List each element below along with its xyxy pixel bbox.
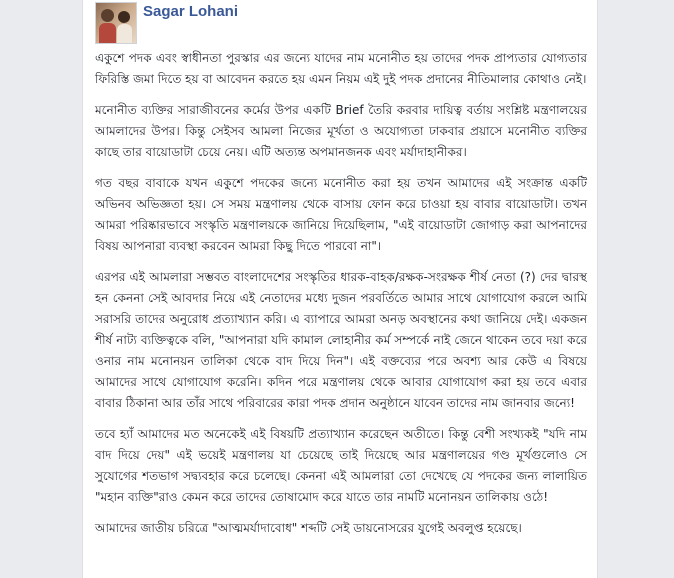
avatar[interactable]: [95, 2, 137, 44]
post-paragraph: মনোনীত ব্যক্তির সারাজীবনের কর্মের উপর একটি Brief তৈরি করবার দায়িত্ব বর্তায় সংশ্লিষ্ট মন্ত্রণালয়ের আমলাদের উপর। কিন্তু সেইসব আমলা নিজের মূর্খতা ও অযোগ্যতা ঢাকবার প্রয়াসে মনোনীত ব্যক্তির কাছে তার বায়োডাটা চেয়ে নেয়। এটি অত্যন্ত অপমানজনক এবং মর্যাদাহানীকর।: [95, 103, 587, 159]
facebook-post: [82, 0, 598, 578]
post-header: [83, 0, 597, 44]
post-paragraph: আমাদের জাতীয় চরিত্রে "আত্মমর্যাদাবোধ" শব্দটি সেই ডায়নোসরের যুগেই অবলুপ্ত হয়েছে।: [95, 521, 522, 535]
post-paragraph: একুশে পদক এবং স্বাধীনতা পুরস্কার এর জন্যে যাদের নাম মনোনীত হয় তাদের পদক প্রাপ্যতার যোগ্যতার ফিরিস্তি জমা দিতে হয় বা আবেদন করতে হয় এমন নিয়ম এই দুই পদক প্রদানের নীতিমালার কোথাও নেই।: [95, 51, 587, 86]
post-author-name[interactable]: Sagar Lohani: [143, 3, 239, 20]
post-paragraph: এরপর এই আমলারা সম্ভবত বাংলাদেশের সংস্কৃতির ধারক-বাহক/রক্ষক-সংরক্ষক শীর্ষ নেতা (?) দের দ্বারস্থ হন কেননা সেই আবদার নিয়ে এই নেতাদের মধ্যে দুজন পরবর্তিতে আমার সাথে যোগাযোগ করলে আমি সরাসরি তাদের অনুরোধ প্রত্যাখ্যান করি। এ ব্যাপারে আমরা অনড় অবস্থানের কথা জানিয়ে দেই। একজন শীর্ষ নাট্য ব্যক্তিত্বকে বলি, "আপনারা যদি কামাল লোহানীর কর্ম সম্পর্কে নাই জেনে থাকেন তবে দয়া করে ওনার নাম মনোনয়ন তালিকা থেকে বাদ দিয়ে দিন"। এই বক্তব্যের পরে অবশ্য আর কেউ এ বিষয়ে আমাদের সাথে যোগাযোগ করেনি। কদিন পরে মন্ত্রণালয় থেকে আবার যোগাযোগ করা হয় তবে এবার বাবার ঠিকানা আর তাঁর সাথে পরিবারের কারা পদক প্রদান অনুষ্ঠানে যাবেন তাদের নাম জানবার জন্যে!: [95, 270, 587, 410]
post-paragraph: গত বছর বাবাকে যখন একুশে পদকের জন্যে মনোনীত করা হয় তখন আমাদের এই সংক্রান্ত একটি অভিনব অভিজ্ঞতা হয়। সে সময় মন্ত্রণালয় থেকে বাসায় ফোন করে চাওয়া হয় বাবার বায়োডাটা। তখন আমরা পরিষ্কারভাবে সংস্কৃতি মন্ত্রণালয়কে জানিয়ে দিয়েছিলাম, "এই বায়োডাটা জোগাড় করা আপনাদের বিষয় আপনারা ব্যবস্থা করবেন আমরা কিছু দিতে পারবো না"।: [95, 176, 587, 253]
post-body: [95, 48, 587, 549]
post-paragraph: তবে হ্যাঁ আমাদের মত অনেকেই এই বিষয়টি প্রত্যাখ্যান করেছেন অতীতে। কিন্তু বেশী সংখ্যকই "যদি নাম বাদ দিয়ে দেয়" এই ভয়েই মন্ত্রণালয় যা চেয়েছে তাই দিয়েছে আর মন্ত্রণালয়ের গণ্ড মূর্খগুলোও সে সুযোগের শতভাগ সদ্ব্যবহার করে চলেছে। কেননা এই আমলারা তো দেখেছে যে পদকের জন্য লালায়িত "মহান ব্যক্তি"রাও কেমন করে তাদের তোষামোদ করে যাতে তার নামটি মনোনয়ন তালিকায় ওঠে!: [95, 427, 587, 504]
